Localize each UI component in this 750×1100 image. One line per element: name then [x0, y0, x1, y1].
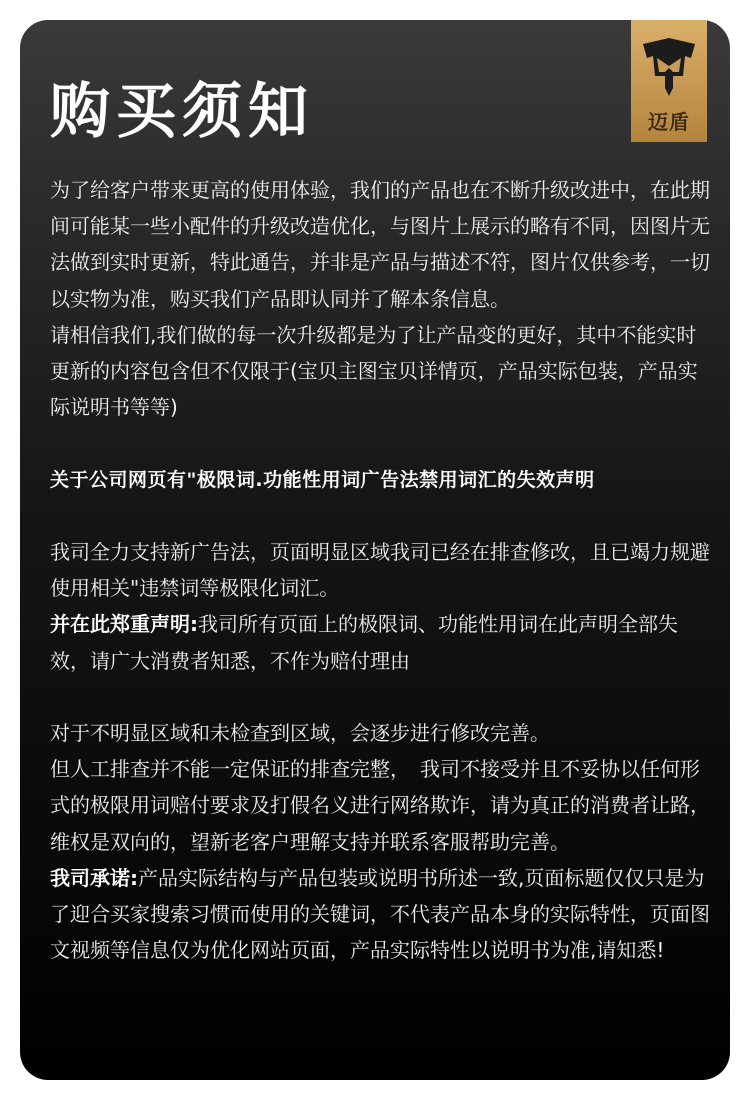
- disclaimer-paragraph-3: 对于不明显区域和未检查到区域，会逐步进行修改完善。: [50, 721, 550, 745]
- notice-content: [50, 172, 710, 968]
- declaration-text: 我司所有页面上的极限词、功能性用词在此声明全部失效，请广大消费者知悉，不作为赔付理由: [50, 612, 678, 673]
- disclaimer-paragraph-1: 我司全力支持新广告法，页面明显区域我司已经在排查修改，且已竭力规避使用相关"违禁词等极限化词汇。: [50, 540, 710, 601]
- shield-logo-icon: [639, 36, 699, 102]
- logo-text: 迈盾: [648, 110, 690, 134]
- promise-label: 我司承诺:: [50, 865, 138, 890]
- disclaimer-paragraph-5: [50, 860, 710, 969]
- notice-paragraph-1: 为了给客户带来更高的使用体验，我们的产品也在不断升级改进中，在此期间可能某一些小配件的升级改造优化，与图片上展示的略有不同，因图片无法做到实时更新，特此通告，并非是产品与描述不符，图片仅供参考，一切以实物为准，购买我们产品即认同并了解本条信息。: [50, 178, 710, 311]
- brand-logo: [631, 20, 707, 142]
- disclaimer-paragraph-2: [50, 606, 710, 678]
- declaration-label: 并在此郑重声明:: [50, 612, 198, 637]
- disclaimer-paragraph-4: 但人工排查并不能一定保证的排查完整， 我司不接受并且不妥协以任何形式的极限用词赔付要求及打假名义进行网络欺诈，请为真正的消费者让路，维权是双向的，望新老客户理解支持并联系客服帮助完善。: [50, 757, 710, 854]
- disclaimer-heading: 关于公司网页有"极限词.功能性用词广告法禁用词汇的失效声明: [50, 468, 595, 491]
- notice-card: [20, 20, 730, 1080]
- page-title: 购买须知: [50, 77, 314, 147]
- promise-text: 产品实际结构与产品包装或说明书所述一致,页面标题仅仅只是为了迎合买家搜索习惯而使用的关键词，不代表产品本身的实际特性，页面图文视频等信息仅为优化网站页面，产品实际特性以说明书为准,请知悉!: [50, 865, 710, 963]
- notice-paragraph-2: 请相信我们,我们做的每一次升级都是为了让产品变的更好，其中不能实时更新的内容包含但不仅限于(宝贝主图宝贝详情页，产品实际包装，产品实际说明书等等): [50, 322, 698, 420]
